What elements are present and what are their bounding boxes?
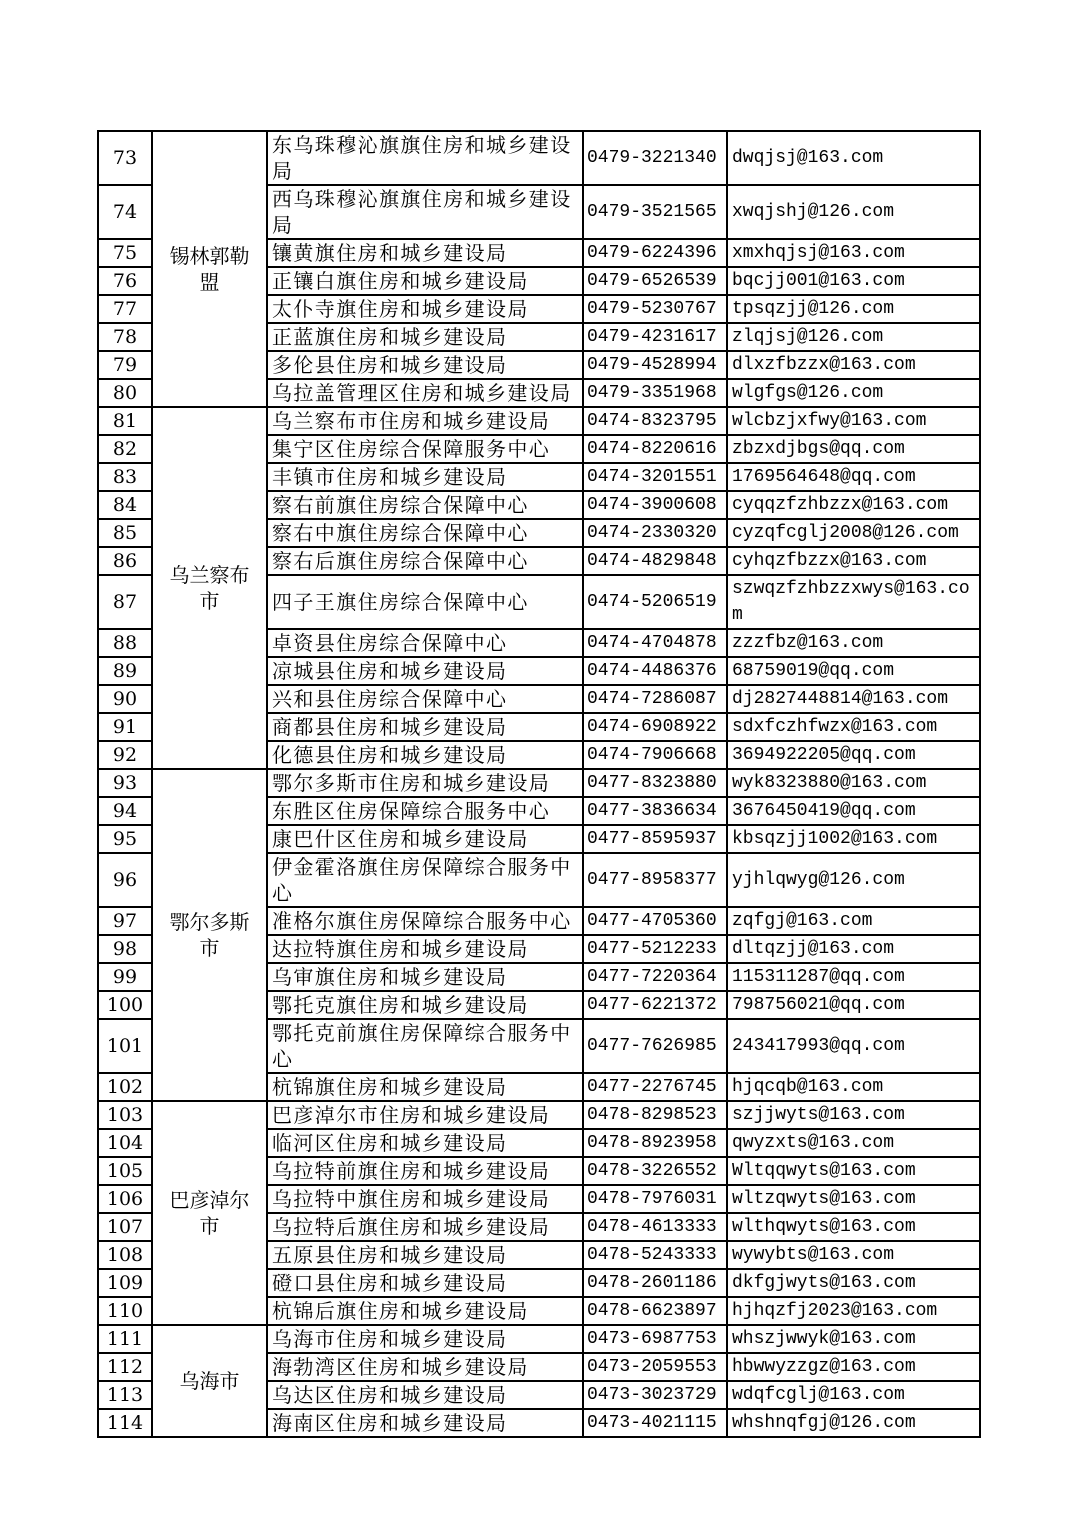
agency-name: 临河区住房和城乡建设局 bbox=[267, 1129, 583, 1157]
row-number: 111 bbox=[98, 1325, 152, 1353]
phone-number: 0479-3521565 bbox=[583, 185, 727, 239]
agency-name: 乌拉特后旗住房和城乡建设局 bbox=[267, 1213, 583, 1241]
table-row bbox=[98, 131, 980, 185]
agency-name: 东乌珠穆沁旗旗住房和城乡建设局 bbox=[267, 131, 583, 185]
agency-name: 巴彦淖尔市住房和城乡建设局 bbox=[267, 1101, 583, 1129]
phone-number: 0473-3023729 bbox=[583, 1381, 727, 1409]
phone-number: 0474-3900608 bbox=[583, 491, 727, 519]
agency-name: 镶黄旗住房和城乡建设局 bbox=[267, 239, 583, 267]
row-number: 96 bbox=[98, 853, 152, 907]
agency-name: 达拉特旗住房和城乡建设局 bbox=[267, 935, 583, 963]
email-address: kbsqzjj1002@163.com bbox=[727, 825, 980, 853]
phone-number: 0479-3221340 bbox=[583, 131, 727, 185]
row-number: 92 bbox=[98, 741, 152, 769]
contact-table-body bbox=[98, 131, 980, 1437]
email-address: wyk8323880@163.com bbox=[727, 769, 980, 797]
row-number: 113 bbox=[98, 1381, 152, 1409]
row-number: 94 bbox=[98, 797, 152, 825]
phone-number: 0477-3836634 bbox=[583, 797, 727, 825]
row-number: 103 bbox=[98, 1101, 152, 1129]
email-address: 3694922205@qq.com bbox=[727, 741, 980, 769]
row-number: 89 bbox=[98, 657, 152, 685]
row-number: 79 bbox=[98, 351, 152, 379]
email-address: dltqzjj@163.com bbox=[727, 935, 980, 963]
phone-number: 0479-3351968 bbox=[583, 379, 727, 407]
phone-number: 0474-5206519 bbox=[583, 575, 727, 629]
phone-number: 0477-2276745 bbox=[583, 1073, 727, 1101]
phone-number: 0479-6526539 bbox=[583, 267, 727, 295]
phone-number: 0474-3201551 bbox=[583, 463, 727, 491]
phone-number: 0474-8323795 bbox=[583, 407, 727, 435]
region-cell: 乌兰察布市 bbox=[152, 407, 267, 769]
table-row bbox=[98, 1101, 980, 1129]
agency-name: 凉城县住房和城乡建设局 bbox=[267, 657, 583, 685]
agency-name: 太仆寺旗住房和城乡建设局 bbox=[267, 295, 583, 323]
row-number: 86 bbox=[98, 547, 152, 575]
row-number: 101 bbox=[98, 1019, 152, 1073]
agency-name: 四子王旗住房综合保障中心 bbox=[267, 575, 583, 629]
email-address: dj2827448814@163.com bbox=[727, 685, 980, 713]
phone-number: 0478-2601186 bbox=[583, 1269, 727, 1297]
phone-number: 0474-6908922 bbox=[583, 713, 727, 741]
email-address: dkfgjwyts@163.com bbox=[727, 1269, 980, 1297]
email-address: 115311287@qq.com bbox=[727, 963, 980, 991]
row-number: 91 bbox=[98, 713, 152, 741]
table-row bbox=[98, 769, 980, 797]
phone-number: 0478-3226552 bbox=[583, 1157, 727, 1185]
email-address: wywybts@163.com bbox=[727, 1241, 980, 1269]
row-number: 82 bbox=[98, 435, 152, 463]
agency-name: 海南区住房和城乡建设局 bbox=[267, 1409, 583, 1437]
agency-name: 乌拉特前旗住房和城乡建设局 bbox=[267, 1157, 583, 1185]
email-address: zlqjsj@126.com bbox=[727, 323, 980, 351]
email-address: cyqqzfzhbzzx@163.com bbox=[727, 491, 980, 519]
row-number: 104 bbox=[98, 1129, 152, 1157]
phone-number: 0474-4486376 bbox=[583, 657, 727, 685]
region-cell: 乌海市 bbox=[152, 1325, 267, 1437]
email-address: 3676450419@qq.com bbox=[727, 797, 980, 825]
email-address: xwqjshj@126.com bbox=[727, 185, 980, 239]
row-number: 78 bbox=[98, 323, 152, 351]
phone-number: 0477-8595937 bbox=[583, 825, 727, 853]
phone-number: 0474-4704878 bbox=[583, 629, 727, 657]
email-address: zbzxdjbgs@qq.com bbox=[727, 435, 980, 463]
email-address: bqcjj001@163.com bbox=[727, 267, 980, 295]
phone-number: 0477-8958377 bbox=[583, 853, 727, 907]
row-number: 84 bbox=[98, 491, 152, 519]
phone-number: 0474-8220616 bbox=[583, 435, 727, 463]
email-address: szwqzfzhbzzxwys@163.com bbox=[727, 575, 980, 629]
phone-number: 0473-6987753 bbox=[583, 1325, 727, 1353]
agency-name: 乌海市住房和城乡建设局 bbox=[267, 1325, 583, 1353]
phone-number: 0477-6221372 bbox=[583, 991, 727, 1019]
row-number: 73 bbox=[98, 131, 152, 185]
phone-number: 0479-6224396 bbox=[583, 239, 727, 267]
agency-name: 鄂托克前旗住房保障综合服务中心 bbox=[267, 1019, 583, 1073]
email-address: wlcbzjxfwy@163.com bbox=[727, 407, 980, 435]
row-number: 109 bbox=[98, 1269, 152, 1297]
agency-name: 多伦县住房和城乡建设局 bbox=[267, 351, 583, 379]
email-address: wdqfcglj@163.com bbox=[727, 1381, 980, 1409]
phone-number: 0478-5243333 bbox=[583, 1241, 727, 1269]
phone-number: 0473-4021115 bbox=[583, 1409, 727, 1437]
email-address: 798756021@qq.com bbox=[727, 991, 980, 1019]
email-address: whshnqfgj@126.com bbox=[727, 1409, 980, 1437]
email-address: wlthqwyts@163.com bbox=[727, 1213, 980, 1241]
email-address: 68759019@qq.com bbox=[727, 657, 980, 685]
row-number: 99 bbox=[98, 963, 152, 991]
agency-name: 正蓝旗住房和城乡建设局 bbox=[267, 323, 583, 351]
phone-number: 0477-7220364 bbox=[583, 963, 727, 991]
phone-number: 0477-8323880 bbox=[583, 769, 727, 797]
row-number: 93 bbox=[98, 769, 152, 797]
row-number: 87 bbox=[98, 575, 152, 629]
agency-name: 集宁区住房综合保障服务中心 bbox=[267, 435, 583, 463]
phone-number: 0474-7906668 bbox=[583, 741, 727, 769]
agency-name: 鄂尔多斯市住房和城乡建设局 bbox=[267, 769, 583, 797]
row-number: 112 bbox=[98, 1353, 152, 1381]
email-address: wltzqwyts@163.com bbox=[727, 1185, 980, 1213]
phone-number: 0477-5212233 bbox=[583, 935, 727, 963]
row-number: 81 bbox=[98, 407, 152, 435]
email-address: wlgfgs@126.com bbox=[727, 379, 980, 407]
email-address: dlxzfbzzx@163.com bbox=[727, 351, 980, 379]
row-number: 102 bbox=[98, 1073, 152, 1101]
agency-name: 察右后旗住房综合保障中心 bbox=[267, 547, 583, 575]
row-number: 88 bbox=[98, 629, 152, 657]
email-address: xmxhqjsj@163.com bbox=[727, 239, 980, 267]
phone-number: 0477-4705360 bbox=[583, 907, 727, 935]
agency-name: 化德县住房和城乡建设局 bbox=[267, 741, 583, 769]
agency-name: 卓资县住房综合保障中心 bbox=[267, 629, 583, 657]
phone-number: 0478-6623897 bbox=[583, 1297, 727, 1325]
agency-name: 丰镇市住房和城乡建设局 bbox=[267, 463, 583, 491]
agency-name: 五原县住房和城乡建设局 bbox=[267, 1241, 583, 1269]
agency-name: 乌兰察布市住房和城乡建设局 bbox=[267, 407, 583, 435]
agency-name: 乌审旗住房和城乡建设局 bbox=[267, 963, 583, 991]
phone-number: 0479-4231617 bbox=[583, 323, 727, 351]
email-address: szjjwyts@163.com bbox=[727, 1101, 980, 1129]
agency-name: 乌达区住房和城乡建设局 bbox=[267, 1381, 583, 1409]
row-number: 76 bbox=[98, 267, 152, 295]
email-address: zzzfbz@163.com bbox=[727, 629, 980, 657]
agency-name: 海勃湾区住房和城乡建设局 bbox=[267, 1353, 583, 1381]
table-row bbox=[98, 1325, 980, 1353]
row-number: 114 bbox=[98, 1409, 152, 1437]
agency-name: 正镶白旗住房和城乡建设局 bbox=[267, 267, 583, 295]
email-address: Wltqqwyts@163.com bbox=[727, 1157, 980, 1185]
phone-number: 0479-4528994 bbox=[583, 351, 727, 379]
email-address: cyhqzfbzzx@163.com bbox=[727, 547, 980, 575]
phone-number: 0474-4829848 bbox=[583, 547, 727, 575]
phone-number: 0477-7626985 bbox=[583, 1019, 727, 1073]
email-address: cyzqfcglj2008@126.com bbox=[727, 519, 980, 547]
agency-name: 杭锦后旗住房和城乡建设局 bbox=[267, 1297, 583, 1325]
row-number: 83 bbox=[98, 463, 152, 491]
phone-number: 0478-7976031 bbox=[583, 1185, 727, 1213]
region-cell: 锡林郭勒盟 bbox=[152, 131, 267, 407]
phone-number: 0478-4613333 bbox=[583, 1213, 727, 1241]
email-address: dwqjsj@163.com bbox=[727, 131, 980, 185]
email-address: sdxfczhfwzx@163.com bbox=[727, 713, 980, 741]
row-number: 110 bbox=[98, 1297, 152, 1325]
agency-name: 准格尔旗住房保障综合服务中心 bbox=[267, 907, 583, 935]
row-number: 108 bbox=[98, 1241, 152, 1269]
agency-name: 伊金霍洛旗住房保障综合服务中心 bbox=[267, 853, 583, 907]
contact-table bbox=[97, 130, 981, 1438]
phone-number: 0474-2330320 bbox=[583, 519, 727, 547]
row-number: 98 bbox=[98, 935, 152, 963]
email-address: qwyzxts@163.com bbox=[727, 1129, 980, 1157]
email-address: 1769564648@qq.com bbox=[727, 463, 980, 491]
agency-name: 乌拉特中旗住房和城乡建设局 bbox=[267, 1185, 583, 1213]
phone-number: 0478-8923958 bbox=[583, 1129, 727, 1157]
agency-name: 东胜区住房保障综合服务中心 bbox=[267, 797, 583, 825]
email-address: tpsqzjj@126.com bbox=[727, 295, 980, 323]
agency-name: 康巴什区住房和城乡建设局 bbox=[267, 825, 583, 853]
row-number: 90 bbox=[98, 685, 152, 713]
email-address: hjhqzfj2023@163.com bbox=[727, 1297, 980, 1325]
row-number: 95 bbox=[98, 825, 152, 853]
agency-name: 察右前旗住房综合保障中心 bbox=[267, 491, 583, 519]
agency-name: 杭锦旗住房和城乡建设局 bbox=[267, 1073, 583, 1101]
phone-number: 0474-7286087 bbox=[583, 685, 727, 713]
row-number: 77 bbox=[98, 295, 152, 323]
region-cell: 鄂尔多斯市 bbox=[152, 769, 267, 1101]
email-address: yjhlqwyg@126.com bbox=[727, 853, 980, 907]
email-address: whszjwwyk@163.com bbox=[727, 1325, 980, 1353]
email-address: hbwwyzzgz@163.com bbox=[727, 1353, 980, 1381]
row-number: 100 bbox=[98, 991, 152, 1019]
row-number: 80 bbox=[98, 379, 152, 407]
agency-name: 乌拉盖管理区住房和城乡建设局 bbox=[267, 379, 583, 407]
email-address: 243417993@qq.com bbox=[727, 1019, 980, 1073]
row-number: 106 bbox=[98, 1185, 152, 1213]
agency-name: 鄂托克旗住房和城乡建设局 bbox=[267, 991, 583, 1019]
agency-name: 兴和县住房综合保障中心 bbox=[267, 685, 583, 713]
row-number: 105 bbox=[98, 1157, 152, 1185]
row-number: 107 bbox=[98, 1213, 152, 1241]
agency-name: 西乌珠穆沁旗旗住房和城乡建设局 bbox=[267, 185, 583, 239]
row-number: 97 bbox=[98, 907, 152, 935]
table-row bbox=[98, 407, 980, 435]
region-cell: 巴彦淖尔市 bbox=[152, 1101, 267, 1325]
row-number: 75 bbox=[98, 239, 152, 267]
email-address: hjqcqb@163.com bbox=[727, 1073, 980, 1101]
phone-number: 0478-8298523 bbox=[583, 1101, 727, 1129]
phone-number: 0473-2059553 bbox=[583, 1353, 727, 1381]
agency-name: 商都县住房和城乡建设局 bbox=[267, 713, 583, 741]
row-number: 85 bbox=[98, 519, 152, 547]
agency-name: 磴口县住房和城乡建设局 bbox=[267, 1269, 583, 1297]
phone-number: 0479-5230767 bbox=[583, 295, 727, 323]
row-number: 74 bbox=[98, 185, 152, 239]
email-address: zqfgj@163.com bbox=[727, 907, 980, 935]
agency-name: 察右中旗住房综合保障中心 bbox=[267, 519, 583, 547]
